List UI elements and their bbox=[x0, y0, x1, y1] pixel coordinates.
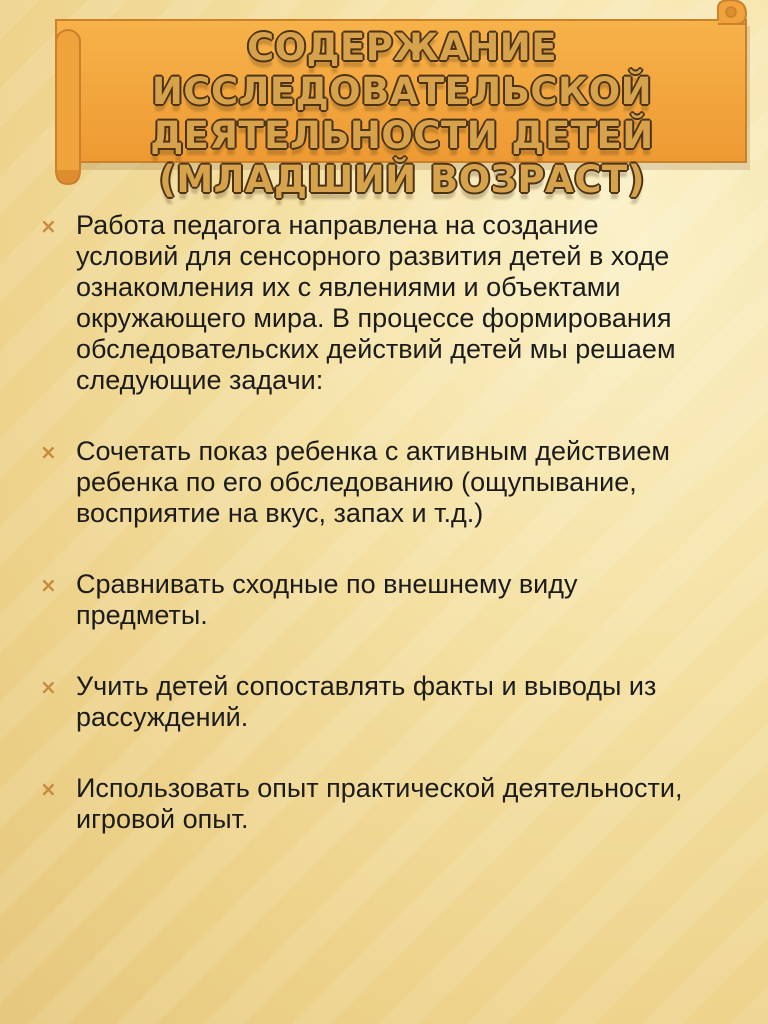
list-item bbox=[40, 569, 730, 631]
cross-bullet-icon: × bbox=[40, 675, 57, 699]
list-item-text: Использовать опыт практической деятельности, игровой опыт. bbox=[76, 773, 683, 834]
list-item-text: Работа педагога направлена на создание условий для сенсорного развития детей в ходе ознакомления их с явлениями и объектами окружающего мира. В процессе формирования обследовательских действий детей мы решаем следующие задачи: bbox=[76, 210, 676, 395]
list-item bbox=[40, 671, 730, 733]
list-item-text: Сравнивать сходные по внешнему виду предметы. bbox=[76, 569, 578, 630]
slide-title: СОДЕРЖАНИЕ ИССЛЕДОВАТЕЛЬСКОЙ ДЕЯТЕЛЬНОСТИ ДЕТЕЙ (МЛАДШИЙ ВОЗРАСТ) bbox=[150, 26, 654, 201]
bullet-list bbox=[40, 210, 730, 875]
list-item bbox=[40, 210, 730, 396]
cross-bullet-icon: × bbox=[40, 214, 57, 238]
cross-bullet-icon: × bbox=[40, 777, 57, 801]
list-item-text: Сочетать показ ребенка с активным действием ребенка по его обследованию (ощупывание, восприятие на вкус, запах и т.д.) bbox=[76, 436, 670, 528]
cross-bullet-icon: × bbox=[40, 573, 57, 597]
list-item-text: Учить детей сопоставлять факты и выводы из рассуждений. bbox=[76, 671, 657, 732]
list-item bbox=[40, 773, 730, 835]
list-item bbox=[40, 436, 730, 529]
cross-bullet-icon: × bbox=[40, 440, 57, 464]
